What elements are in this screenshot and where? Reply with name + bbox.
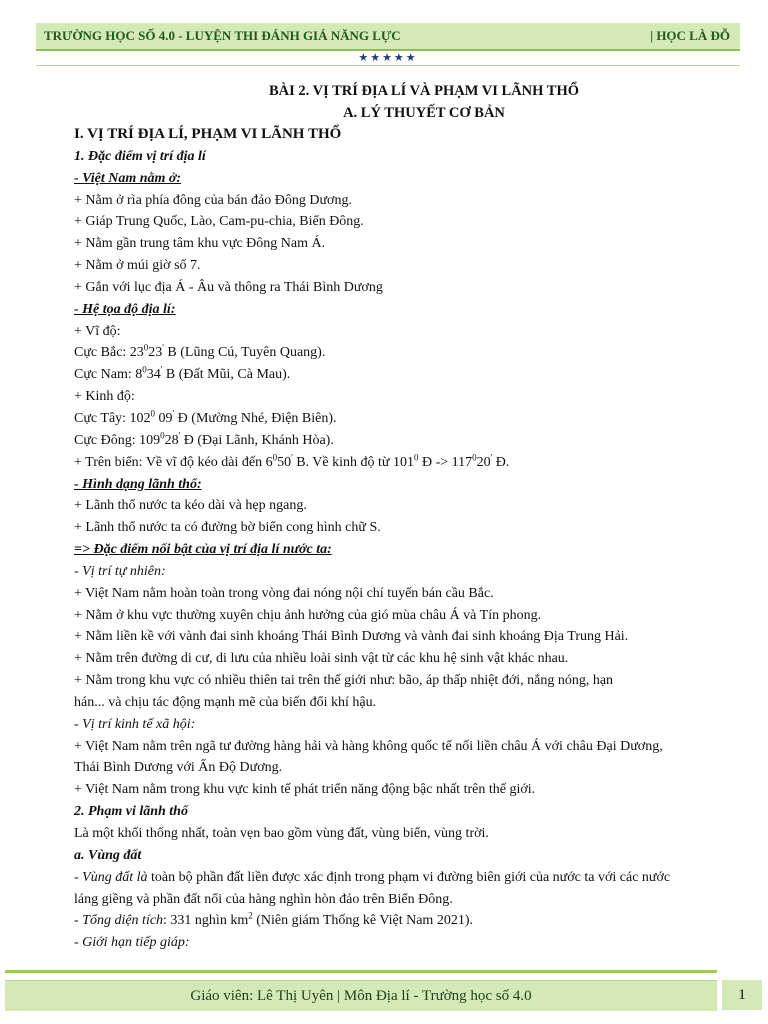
west-extreme: [74, 408, 754, 430]
superscript: 0: [142, 364, 147, 375]
text-line: Thái Bình Dương với Ấn Độ Dương.: [74, 760, 283, 776]
label-coordinates: - Hệ tọa độ địa lí:: [74, 301, 176, 317]
page-header: [36, 23, 740, 51]
text-line: + Lãnh thổ nước ta kéo dài và hẹp ngang.: [74, 498, 307, 514]
superscript: 0: [472, 452, 477, 462]
text-fragment: Đ (Mường Nhé, Điện Biên).: [174, 410, 337, 426]
text-line: + Giáp Trung Quốc, Lào, Cam-pu-chia, Biển Đông.: [74, 214, 364, 230]
superscript: ': [172, 408, 175, 419]
land-definition: [74, 867, 754, 889]
text-fragment: 23: [148, 345, 163, 361]
text-line: + Nằm liền kề với vành đai sinh khoáng Thái Bình Dương và vành đai sinh khoáng Địa Trung Hải.: [74, 629, 629, 645]
superscript: 2: [248, 910, 253, 921]
text-line: + Kinh độ:: [74, 389, 135, 405]
heading-location-scope: I. VỊ TRÍ ĐỊA LÍ, PHẠM VI LÃNH THỔ: [74, 126, 342, 142]
text-fragment: - Vùng đất là: [74, 869, 148, 885]
text-fragment: - Tổng diện tích: [74, 913, 164, 929]
text-line: + Việt Nam nằm trong khu vực kinh tế phát triển năng động bậc nhất trên thế giới.: [74, 782, 536, 798]
text-line: Là một khối thống nhất, toàn vẹn bao gồm vùng đất, vùng biển, vùng trời.: [74, 826, 489, 841]
text-fragment: Cực Đông: 109: [74, 432, 161, 448]
label-socioeconomic-location: - Vị trí kinh tế xã hội:: [74, 716, 196, 732]
text-line: + Vĩ độ:: [74, 323, 121, 339]
text-fragment: B. Về kinh độ từ 101: [292, 454, 414, 470]
text-line: + Nằm ở rìa phía đông của bán đảo Đông Dương.: [74, 192, 352, 208]
superscript: ': [490, 452, 493, 462]
text-line: + Lãnh thổ nước ta có đường bờ biển cong hình chữ S.: [74, 520, 381, 536]
text-fragment: Đ.: [492, 454, 510, 470]
label-territory-shape: - Hình dạng lãnh thổ:: [74, 476, 202, 492]
text-line: + Gắn với lục địa Á - Âu và thông ra Thái Bình Dương: [74, 279, 383, 295]
text-fragment: Cực Tây: 102: [74, 410, 151, 426]
superscript: ': [162, 342, 164, 353]
text-fragment: (Niên giám Thống kê Việt Nam 2021).: [252, 913, 473, 929]
subheading-territory-scope: 2. Phạm vi lãnh thổ: [74, 804, 188, 820]
header-stars: ★★★★★: [36, 51, 740, 66]
text-line: + Việt Nam nằm hoàn toàn trong vòng đai nóng nội chí tuyến bán cầu Bắc.: [74, 585, 494, 601]
document-body: [74, 80, 754, 954]
text-line: hán... và chịu tác động mạnh mẽ của biến đổi khí hậu.: [74, 694, 377, 710]
north-extreme: [74, 342, 754, 364]
text-fragment: 20: [476, 454, 491, 470]
text-fragment: Đ (Đại Lãnh, Khánh Hòa).: [180, 432, 334, 448]
superscript: 0: [150, 408, 156, 419]
sea-extent: [74, 452, 754, 474]
page-number: 1: [722, 980, 762, 1010]
superscript: ': [178, 430, 181, 441]
lesson-title: BÀI 2. VỊ TRÍ ĐỊA LÍ VÀ PHẠM VI LÃNH THỔ: [268, 83, 580, 99]
label-border-limits: - Giới hạn tiếp giáp:: [74, 935, 190, 951]
header-slogan: | HỌC LÀ ĐỖ: [650, 28, 730, 43]
footer-divider: [5, 970, 717, 973]
header-school-name: TRƯỜNG HỌC SỐ 4.0 - LUYỆN THI ĐÁNH GIÁ NĂNG LỰC: [44, 28, 401, 43]
text-fragment: + Trên biển: Về vĩ độ kéo dài đến 6: [74, 454, 273, 470]
text-fragment: Đ -> 117: [418, 454, 473, 470]
label-vn-located: - Việt Nam nằm ở:: [74, 170, 182, 186]
text-fragment: B (Đất Mũi, Cà Mau).: [162, 367, 291, 383]
superscript: ': [291, 452, 293, 462]
south-extreme: [74, 364, 754, 386]
text-fragment: 50: [277, 454, 292, 470]
text-fragment: B (Lũng Cú, Tuyên Quang).: [163, 345, 326, 361]
text-fragment: toàn bộ phần đất liền được xác định trong phạm vi đường biên giới của nước ta với các nước: [147, 869, 671, 885]
text-fragment: Cực Bắc: 23: [74, 345, 144, 361]
superscript: 0: [413, 452, 419, 462]
label-natural-location: - Vị trí tự nhiên:: [74, 563, 166, 579]
total-area: [74, 910, 754, 932]
text-fragment: 09: [155, 410, 173, 426]
text-line: + Nằm ở khu vực thường xuyên chịu ảnh hưởng của gió mùa châu Á và Tín phong.: [74, 607, 542, 623]
subheading-land-area: a. Vùng đất: [74, 847, 142, 863]
text-line: + Nằm trên đường di cư, di lưu của nhiều loài sinh vật từ các khu hệ sinh vật khác nhau.: [74, 651, 569, 667]
text-fragment: 34: [146, 367, 161, 383]
text-line: láng giềng và phần đất nổi của hàng nghìn hòn đảo trên Biển Đông.: [74, 891, 453, 907]
footer-teacher-info: Giáo viên: Lê Thị Uyên | Môn Địa lí - Trường học số 4.0: [5, 980, 717, 1011]
superscript: 0: [272, 452, 278, 462]
label-key-features: => Đặc điểm nổi bật của vị trí địa lí nước ta:: [74, 542, 332, 558]
superscript: 0: [160, 430, 165, 441]
text-fragment: Cực Nam: 8: [74, 367, 143, 383]
text-line: + Nằm ở múi giờ số 7.: [74, 258, 201, 274]
east-extreme: [74, 430, 754, 452]
text-fragment: : 331 nghìn km: [163, 913, 249, 929]
subheading-location-features: 1. Đặc điểm vị trí địa lí: [74, 148, 206, 164]
text-line: + Nằm trong khu vực có nhiều thiên tai trên thế giới như: bão, áp thấp nhiệt đới, nắng nóng, hạn: [74, 673, 614, 689]
superscript: 0: [143, 342, 149, 353]
section-title: A. LÝ THUYẾT CƠ BẢN: [343, 105, 505, 121]
text-fragment: 28: [164, 432, 179, 448]
text-line: + Việt Nam nằm trên ngã tư đường hàng hải và hàng không quốc tế nối liền châu Á với châu Đại Dương,: [74, 738, 663, 754]
superscript: ': [160, 364, 163, 375]
text-line: + Nằm gần trung tâm khu vực Đông Nam Á.: [74, 236, 326, 252]
